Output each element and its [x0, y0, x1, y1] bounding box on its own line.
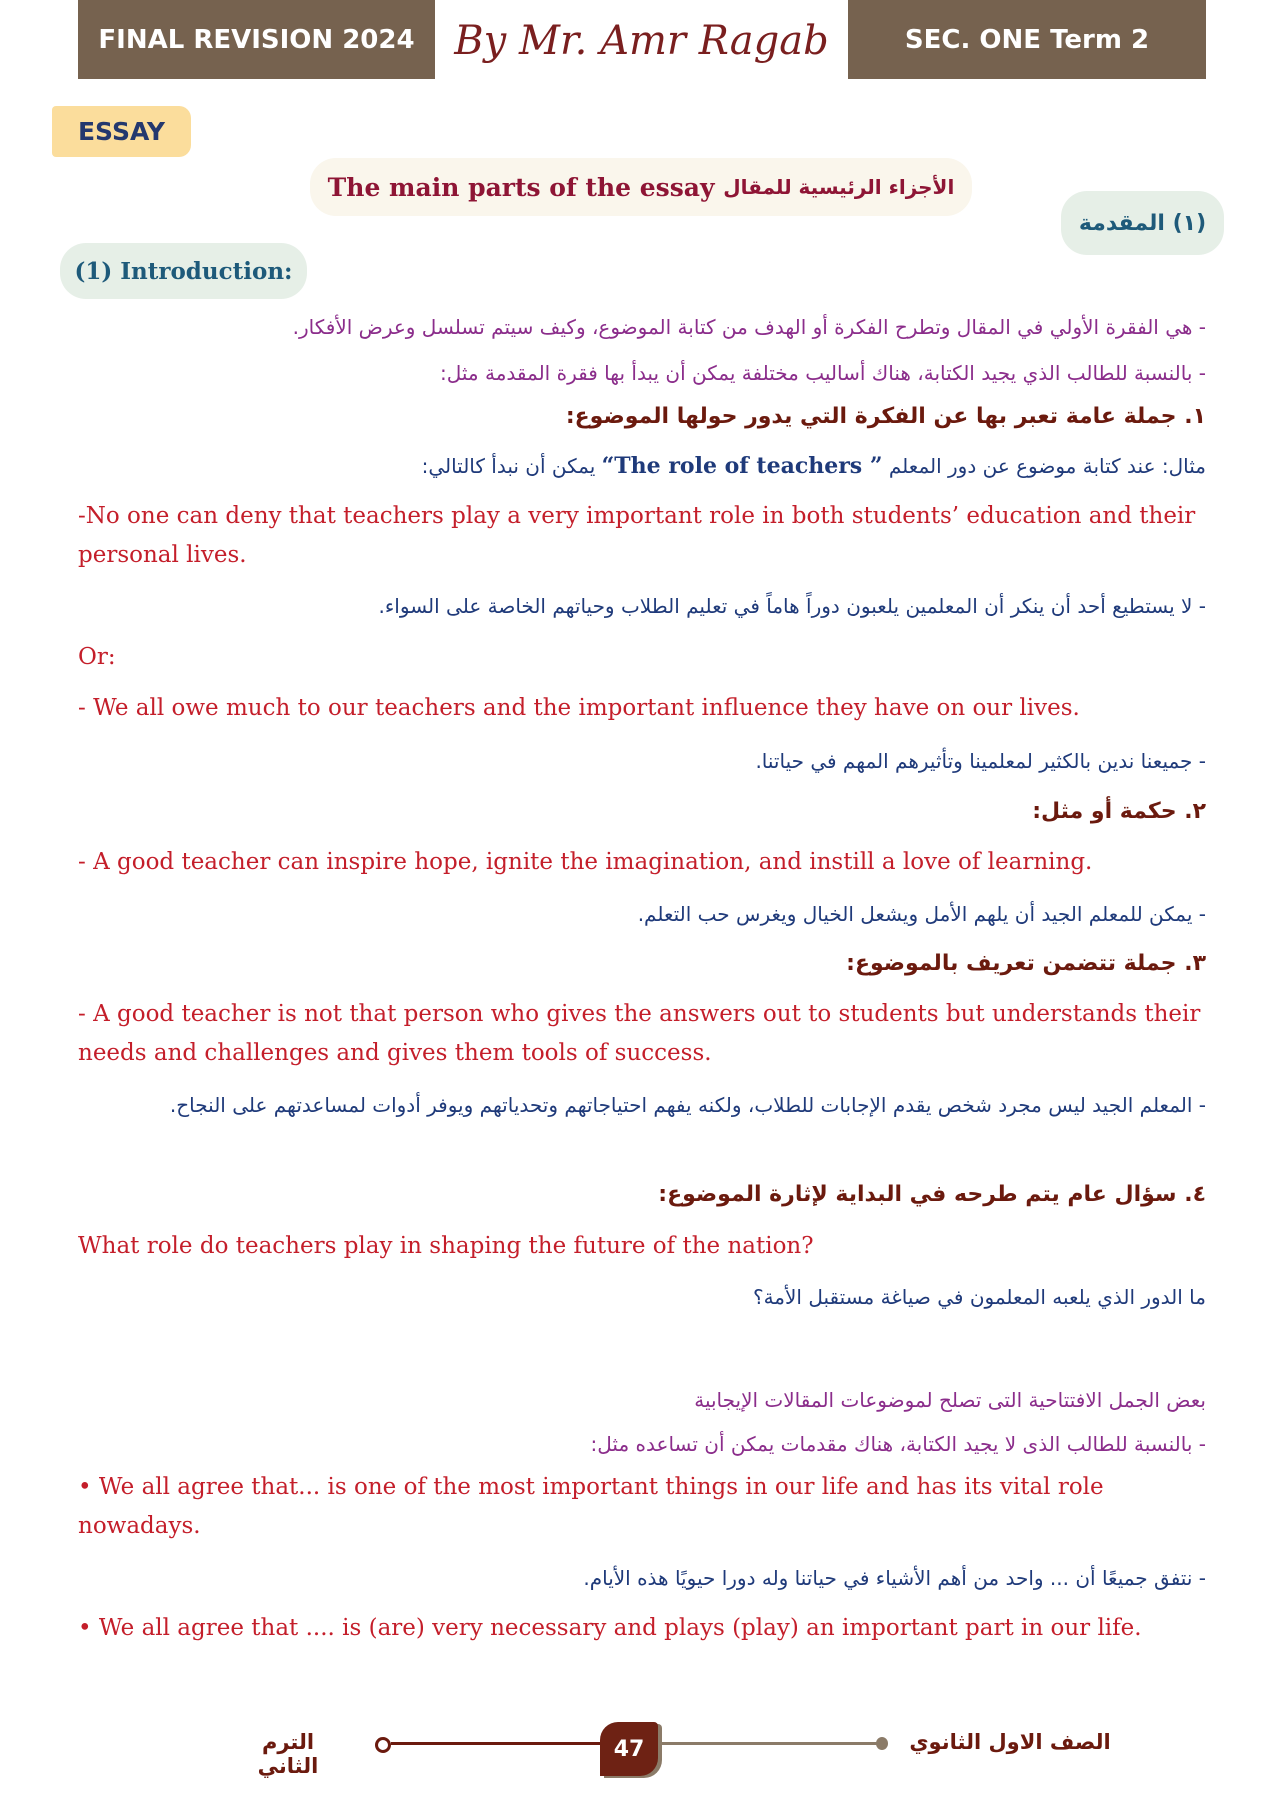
opening-translation-1: - نتفق جميعًا أن ... واحد من أهم الأشياء في حياتنا وله دورا حيويًا هذه الأيام. [583, 1566, 1206, 1590]
example-sentence-1: -No one can deny that teachers play a very important role in both students’ education and their personal lives. [78, 503, 1196, 568]
footer-circle-icon [375, 1737, 391, 1753]
example-sentence-2: - We all owe much to our teachers and the important influence they have on our lives. [78, 695, 1080, 721]
translation-4: - المعلم الجيد ليس مجرد شخص يقدم الإجابات للطلاب، ولكنه يفهم احتياجاتهم وتحدياتهم ويوفر أدوات لمساعدتهم على النجاح. [169, 1093, 1206, 1117]
example-sentence-5: What role do teachers play in shaping the future of the nation? [78, 1233, 814, 1259]
essay-badge: ESSAY [52, 106, 191, 157]
translation-5: ما الدور الذي يلعبه المعلمون في صياغة مستقبل الأمة؟ [752, 1285, 1206, 1309]
footer-dot-icon [876, 1737, 888, 1750]
translation-2: - جميعنا ندين بالكثير لمعلمينا وتأثيرهم المهم في حياتنا. [755, 749, 1206, 773]
footer-term: الترم الثاني [257, 1730, 319, 1778]
title-ar: الأجزاء الرئيسية للمقال [723, 175, 955, 199]
intro-methods: - بالنسبة للطالب الذي يجيد الكتابة، هناك أساليب مختلفة يمكن أن يبدأ بها فقرة المقدمة مثل: [439, 361, 1206, 385]
section-heading-ar: (١) المقدمة [1061, 191, 1224, 255]
method-2-heading: ٢. حكمة أو مثل: [1032, 799, 1206, 824]
translation-1: - لا يستطيع أحد أن ينكر أن المعلمين يلعبون دوراً هاماً في تعليم الطلاب وحياتهم الخاصة على السواء. [378, 594, 1206, 618]
example-sentence-4: - A good teacher is not that person who gives the answers out to students but understands their needs and challenges and gives them tools of success. [78, 1001, 1201, 1066]
page-title [310, 158, 972, 216]
intro-definition: - هي الفقرة الأولي في المقال وتطرح الفكرة أو الهدف من كتابة الموضوع، وكيف سيتم تسلسل وعرض الأفكار. [292, 315, 1206, 339]
translation-3: - يمكن للمعلم الجيد أن يلهم الأمل ويشعل الخيال ويغرس حب التعلم. [637, 902, 1206, 926]
section-heading-en: (1) Introduction: [60, 243, 307, 299]
example-topic: “The role of teachers ” [601, 453, 883, 479]
header-left-banner: FINAL REVISION 2024 [78, 0, 435, 79]
example-post: يمكن أن نبدأ كالتالي: [421, 454, 596, 478]
author-name: By Mr. Amr Ragab [454, 18, 829, 64]
footer-line-left [391, 1742, 603, 1745]
opening-sentences-intro: - بالنسبة للطالب الذى لا يجيد الكتابة، هناك مقدمات يمكن أن تساعده مثل: [590, 1432, 1206, 1456]
opening-sentences-heading: بعض الجمل الافتتاحية التى تصلح لموضوعات المقالات الإيجابية [694, 1388, 1206, 1412]
opening-sentence-2: • We all agree that .... is (are) very necessary and plays (play) an important part in our life. [78, 1615, 1142, 1641]
or-label: Or: [78, 644, 116, 670]
opening-sentence-1: • We all agree that... is one of the most important things in our life and has its vital role nowadays. [78, 1474, 1104, 1539]
title-en: The main parts of the essay [327, 172, 715, 202]
footer-grade: الصف الاول الثانوي [909, 1730, 1111, 1754]
method-1-heading: ١. جملة عامة تعبر بها عن الفكرة التي يدور حولها الموضوع: [565, 404, 1206, 429]
footer-line-right [660, 1742, 880, 1745]
page-number: 47 [600, 1722, 658, 1776]
method-4-heading: ٤. سؤال عام يتم طرحه في البداية لإثارة الموضوع: [658, 1182, 1206, 1207]
method-3-heading: ٣. جملة تتضمن تعريف بالموضوع: [846, 951, 1206, 976]
header-right-banner: SEC. ONE Term 2 [848, 0, 1206, 79]
example-pre: مثال: عند كتابة موضوع عن دور المعلم [888, 454, 1206, 478]
example-sentence-3: - A good teacher can inspire hope, ignite the imagination, and instill a love of learning. [78, 849, 1093, 875]
example-intro [78, 448, 1206, 484]
